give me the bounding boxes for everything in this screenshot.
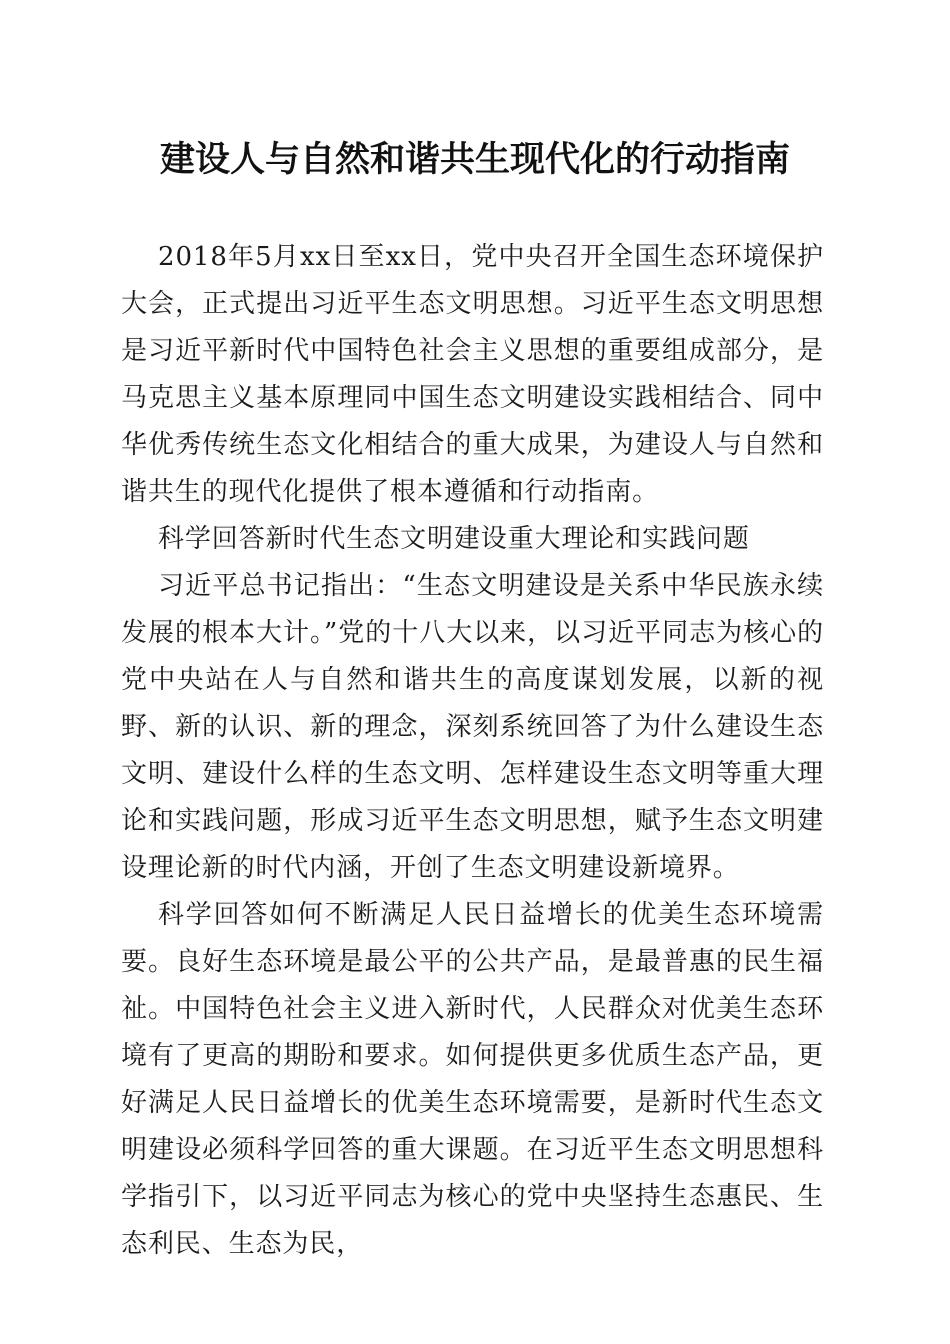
paragraph-section-heading: 科学回答新时代生态文明建设重大理论和实践问题 bbox=[158, 524, 750, 554]
paragraph-quote: 习近平总书记指出：“生态文明建设是关系中华民族永续发展的根本大计。”党的十八大以来，以习近平同志为核心的党中央站在人与自然和谐共生的高度谋划发展，以新的视野、新的认识、新的理念，深刻系统回答了为什么建设生态文明、建设什么样的生态文明、怎样建设生态文明等重大理论和实践问题，形成习近平生态文明思想，赋予生态文明建设理论新的时代内涵，开创了生态文明建设新境界。 bbox=[121, 571, 824, 883]
paragraph-environment-needs: 科学回答如何不断满足人民日益增长的优美生态环境需要。良好生态环境是最公平的公共产品，是最普惠的民生福祉。中国特色社会主义进入新时代，人民群众对优美生态环境有了更高的期盼和要求。如何提供更多优质生态产品，更好满足人民日益增长的优美生态环境需要，是新时代生态文明建设必须科学回答的重大课题。在习近平生态文明思想科学指引下，以习近平同志为核心的党中央坚持生态惠民、生态利民、生态为民， bbox=[121, 900, 824, 1259]
document-body bbox=[121, 234, 824, 1268]
paragraph-intro: 2018年5月xx日至xx日，党中央召开全国生态环境保护大会，正式提出习近平生态文明思想。习近平生态文明思想是习近平新时代中国特色社会主义思想的重要组成部分，是马克思主义基本原理同中国生态文明建设实践相结合、同中华优秀传统生态文化相结合的重大成果，为建设人与自然和谐共生的现代化提供了根本遵循和行动指南。 bbox=[121, 242, 824, 507]
document-title: 建设人与自然和谐共生现代化的行动指南 bbox=[159, 139, 790, 180]
